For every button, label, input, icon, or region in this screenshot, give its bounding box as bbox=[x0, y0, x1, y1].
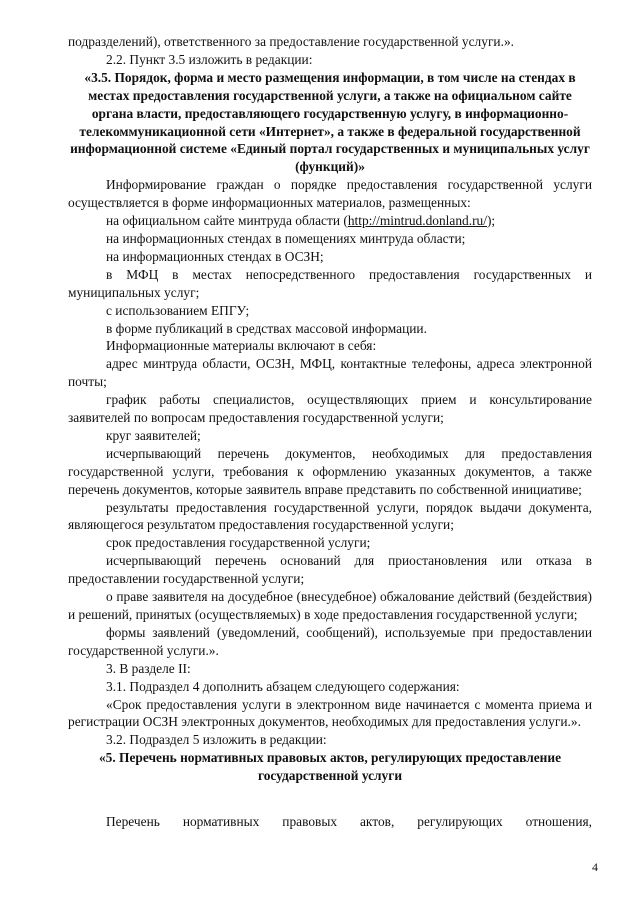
document-page bbox=[68, 33, 592, 831]
mintrud-link[interactable]: http://mintrud.donland.ru/ bbox=[347, 213, 487, 229]
section-heading-3-5: «3.5. Порядок, форма и место размещения информации, в том числе на стендах в местах предоставления государственной услуги, а также на официальном сайте органа власти, предоставляющего государственную услугу, в информационно-телекоммуникационной сети «Интернет», а также в федеральной государственной информационной системе «Единый портал государственных и муниципальных услуг (функций)» bbox=[70, 69, 590, 175]
page-number: 4 bbox=[592, 860, 598, 874]
paragraph-website bbox=[68, 212, 592, 230]
continuation-line: подразделений), ответственного за предоставление государственной услуги.». bbox=[68, 34, 514, 49]
paragraph-materials: Информационные материалы включают в себя: bbox=[106, 338, 377, 354]
item-2-2: 2.2. Пункт 3.5 изложить в редакции: bbox=[106, 51, 313, 67]
item-3-1: 3.1. Подраздел 4 дополнить абзацем следующего содержания: bbox=[106, 678, 460, 694]
paragraph-term: срок предоставления государственной услуги; bbox=[106, 535, 371, 551]
paragraph-epgu: с использованием ЕПГУ; bbox=[106, 302, 250, 318]
paragraph-schedule: график работы специалистов, осуществляющих прием и консультирование заявителей по вопросам предоставления государственной услуги; bbox=[68, 392, 592, 426]
paragraph-grounds: исчерпывающий перечень оснований для приостановления или отказа в предоставлении государственной услуги; bbox=[68, 553, 592, 587]
website-text-after: ); bbox=[486, 213, 496, 229]
paragraph-acts-list: Перечень нормативных правовых актов, регулирующих отношения, bbox=[106, 814, 592, 830]
paragraph-applicants: круг заявителей; bbox=[106, 427, 201, 443]
paragraph-stands-oszn: на информационных стендах в ОСЗН; bbox=[106, 248, 324, 264]
item-3-2: 3.2. Подраздел 5 изложить в редакции: bbox=[106, 732, 327, 748]
paragraph-appeal: о праве заявителя на досудебное (внесудебное) обжалование действий (бездействия) и решений, принятых (осуществляемых) в ходе предоставления государственной услуги; bbox=[68, 589, 592, 622]
paragraph-stands-ministry: на информационных стендах в помещениях минтруда области; bbox=[106, 230, 466, 246]
paragraph-documents-list: исчерпывающий перечень документов, необходимых для предоставления государственной услуги, требования к оформлению указанных документов, а также перечень документов, которые заявитель вправе представить по собственной инициативе; bbox=[68, 445, 592, 497]
spacer bbox=[68, 785, 592, 813]
paragraph-mfc: в МФЦ в местах непосредственного предоставления государственных и муниципальных услуг; bbox=[68, 266, 592, 300]
paragraph-address: адрес минтруда области, ОСЗН, МФЦ, контактные телефоны, адреса электронной почты; bbox=[68, 356, 592, 390]
paragraph-electronic-term: «Срок предоставления услуги в электронном виде начинается с момента приема и регистрации ОСЗН электронных документов, необходимых для предоставления услуги.». bbox=[68, 696, 592, 730]
website-text-before: на официальном сайте минтруда области ( bbox=[106, 213, 348, 229]
paragraph-results: результаты предоставления государственной услуги, порядок выдачи документа, являющегося результатом предоставления государственной услуги; bbox=[68, 499, 592, 533]
section-heading-5: «5. Перечень нормативных правовых актов, регулирующих предоставление государственной услуги bbox=[98, 750, 562, 784]
paragraph-forms: формы заявлений (уведомлений, сообщений), используемые при предоставлении государственной услуги.». bbox=[68, 624, 592, 658]
item-3: 3. В разделе II: bbox=[106, 660, 191, 676]
paragraph-media: в форме публикаций в средствах массовой информации. bbox=[106, 320, 427, 336]
paragraph-informing: Информирование граждан о порядке предоставления государственной услуги осуществляется в форме информационных материалов, размещенных: bbox=[68, 177, 592, 211]
